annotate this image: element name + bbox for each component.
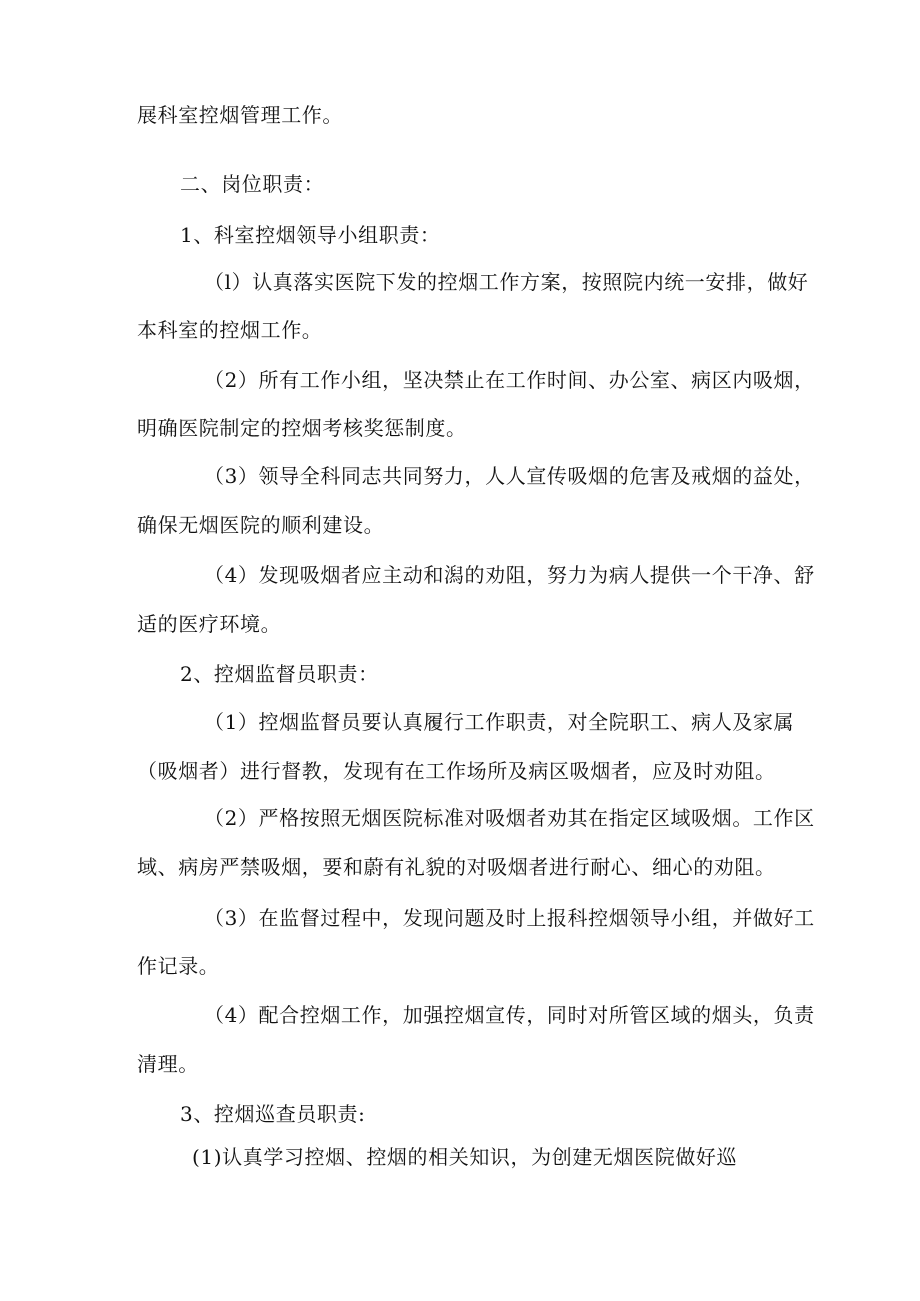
text-line: （吸烟者）进行督教，发现有在工作场所及病区吸烟者，应及时劝阻。 — [137, 759, 776, 783]
text-line: （l）认真落实医院下发的控烟工作方案，按照院内统一安排，做好 — [204, 270, 809, 294]
text-line: （3）在监督过程中，发现问题及时上报科控烟领导小组，并做好工 — [204, 906, 815, 930]
subsection-heading: 3、控烟巡查员职责: — [180, 1102, 366, 1126]
text-line: （2）严格按照无烟医院标准对吸烟者劝其在指定区域吸烟。工作区 — [204, 806, 815, 830]
text-line: 作记录。 — [137, 954, 220, 978]
text-line: 展科室控烟管理工作。 — [137, 103, 343, 127]
text-line: （3）领导全科同志共同努力，人人宣传吸烟的危害及戒烟的益处， — [204, 464, 815, 488]
text-line: （1）控烟监督员要认真履行工作职责，对全院职工、病人及家属 — [204, 710, 795, 734]
text-line: 适的医疗环境。 — [137, 612, 282, 636]
text-line: (1)认真学习控烟、控烟的相关知识，为创建无烟医院做好巡 — [192, 1145, 738, 1169]
subsection-heading: 1、科室控烟领导小组职责： — [180, 223, 441, 247]
text-line: 清理。 — [137, 1052, 199, 1076]
text-line: 本科室的控烟工作。 — [137, 318, 323, 342]
subsection-heading: 2、控烟监督员职责： — [180, 662, 379, 686]
text-line: 域、病房严禁吸烟，要和蔚有礼貌的对吸烟者进行耐心、细心的劝阻。 — [137, 855, 776, 879]
text-line: 确保无烟医院的顺利建设。 — [137, 513, 385, 537]
text-line: （2）所有工作小组，坚决禁止在工作时间、办公室、病区内吸烟， — [204, 368, 815, 392]
text-line: （4）发现吸烟者应主动和潟的劝阻，努力为病人提供一个干净、舒 — [204, 563, 815, 587]
section-heading: 二、岗位职责： — [180, 172, 325, 196]
text-line: 明确医院制定的控烟考核奖惩制度。 — [137, 416, 467, 440]
text-line: （4）配合控烟工作，加强控烟宣传，同时对所管区域的烟头，负责 — [204, 1003, 815, 1027]
